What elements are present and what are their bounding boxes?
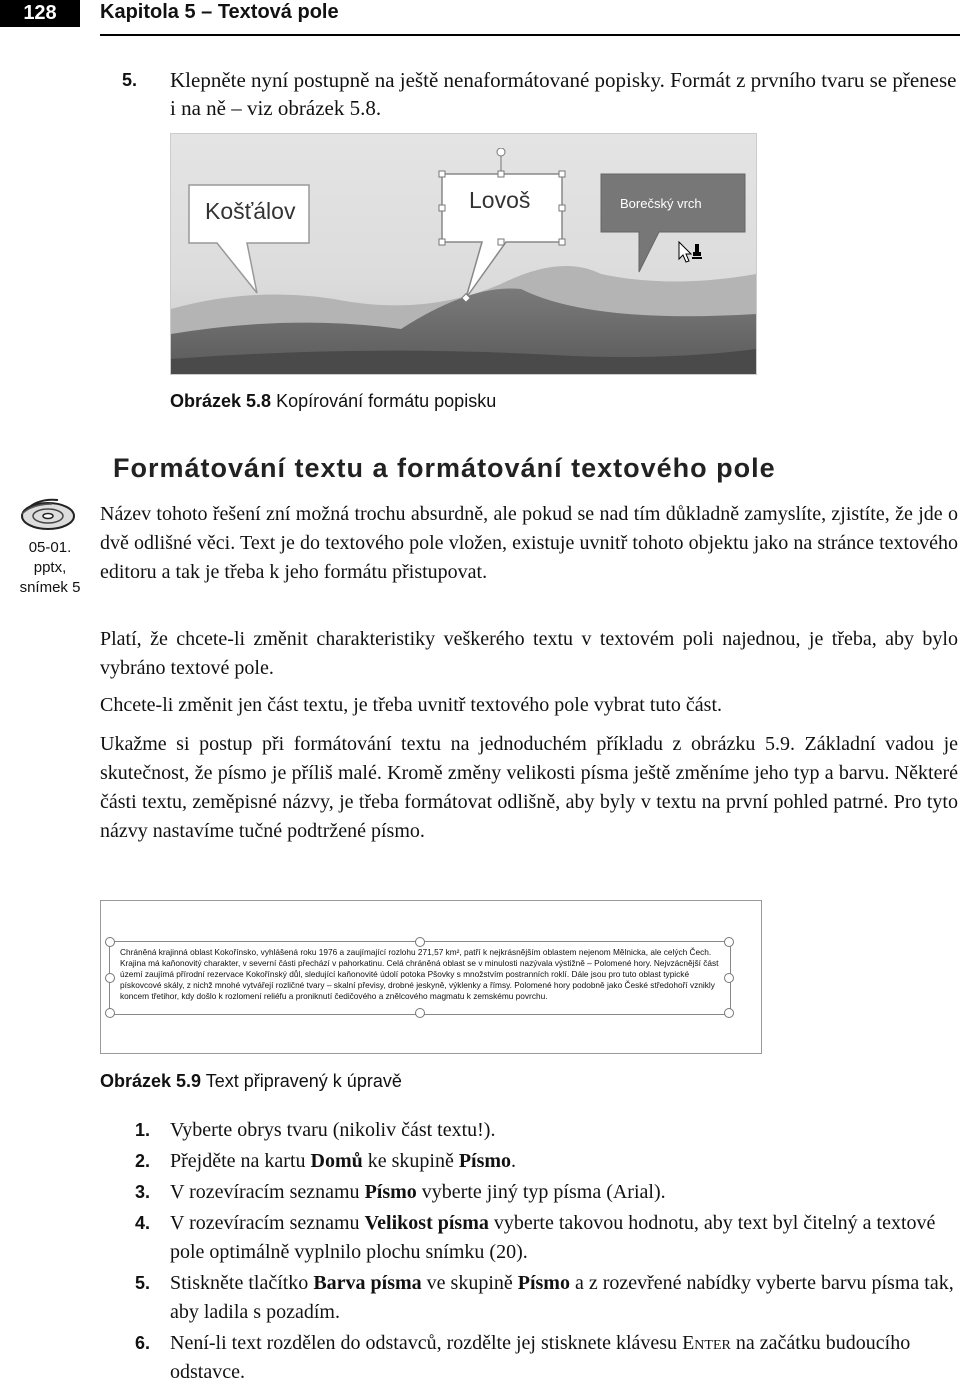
step-5-list-item (100, 66, 960, 122)
resize-handle[interactable] (105, 937, 115, 947)
list-item (100, 1116, 958, 1145)
list-item (100, 1209, 958, 1267)
step-number: 4. (135, 1213, 151, 1233)
chapter-title: Kapitola 5 – Textová pole (100, 1, 339, 23)
figure-5-9-screenshot (100, 900, 762, 1054)
callout-label-2: Lovoš (469, 187, 531, 213)
cd-disc-icon (18, 492, 76, 532)
step-text: vyberte takovou hodnotu, aby text byl čitelný a textové pole optimálně vyplnilo plochu snímku (20). (170, 1212, 936, 1263)
caption-label: Obrázek 5.8 (170, 391, 272, 411)
ui-term: Písmo (517, 1272, 570, 1294)
margin-note-line: pptx, (33, 559, 67, 576)
step-number: 6. (135, 1333, 151, 1353)
callout-label-1: Košťálov (205, 198, 296, 224)
text-box[interactable] (109, 941, 731, 1015)
caption-text: Text připravený k úpravě (205, 1071, 402, 1091)
step-text: V rozevíracím seznamu (170, 1212, 365, 1234)
step-text: vyberte jiný typ písma (Arial). (416, 1181, 666, 1203)
callout-shape-3[interactable] (599, 172, 749, 282)
margin-note-line: snímek 5 (19, 579, 81, 596)
figure-5-9-caption (100, 1071, 402, 1092)
resize-handle[interactable] (415, 937, 425, 947)
list-item (100, 1147, 958, 1176)
ui-term: Velikost písma (364, 1212, 489, 1234)
paragraph-1: Název tohoto řešení zní možná trochu absurdně, ale pokud se nad tím důkladně zamyslíte, zjistíte, že jde o dvě odlišné věci. Text je do textového pole vložen, existuje uvnitř tohoto objektu jako na stránce textového editoru a tak je třeba k jeho formátu přistupovat. (100, 503, 958, 583)
step-number: 5. (135, 1273, 151, 1293)
step-text: Není-li text rozdělen do odstavců, rozdělte jej stisknete klávesu (170, 1332, 683, 1354)
step-text: Přejděte na kartu (170, 1150, 311, 1172)
margin-note (10, 538, 90, 598)
step-number: 5. (122, 70, 138, 90)
resize-handle[interactable] (415, 1008, 425, 1018)
section-heading: Formátování textu a formátování textového pole (113, 453, 776, 483)
ui-term: Písmo (364, 1181, 417, 1203)
step-text: . (511, 1150, 517, 1172)
ui-term: Písmo (458, 1150, 512, 1172)
step-number: 1. (135, 1120, 151, 1140)
ui-term: Domů (310, 1150, 363, 1172)
step-text: Vyberte obrys tvaru (nikoliv část textu!). (170, 1119, 496, 1141)
resize-handle[interactable] (724, 937, 734, 947)
caption-label: Obrázek 5.9 (100, 1071, 202, 1091)
step-text: ke skupině (362, 1150, 459, 1172)
header-rule (100, 34, 960, 36)
list-item (100, 1329, 958, 1387)
steps-list (100, 1116, 958, 1389)
figure-5-8-screenshot (170, 133, 757, 375)
resize-handle[interactable] (105, 1008, 115, 1018)
paragraph-3: Chcete-li změnit jen část textu, je třeba uvnitř textového pole vybrat tuto část. (100, 694, 723, 716)
callout-shape-2[interactable] (436, 148, 571, 308)
format-painter-cursor-icon (677, 240, 709, 266)
step-text: Enter (682, 1332, 731, 1354)
resize-handle[interactable] (724, 973, 734, 983)
paragraph-4: Ukažme si postup při formátování textu na jednoduchém příkladu z obrázku 5.9. Základní vadou je skutečnost, že písmo je příliš malé. Kromě změny velikosti písma ještě změníme jeho typ a barvu. Některé části textu, zeměpisné názvy, je třeba formátovat odlišně, aby byly v textu na první pohled patrné. Pro tyto názvy nastavíme tučné podtržené písmo. (100, 733, 958, 842)
figure-5-8-caption (170, 391, 496, 412)
page-number: 128 (0, 0, 80, 27)
step-text: a z rozevřené nabídky vyberte barvu písma tak, aby ladila s pozadím. (170, 1272, 954, 1323)
resize-handle[interactable] (724, 1008, 734, 1018)
step-number: 2. (135, 1151, 151, 1171)
caption-text: Kopírování formátu popisku (276, 391, 497, 411)
callout-label-3: Borečský vrch (620, 196, 702, 211)
step-text: V rozevíracím seznamu (170, 1181, 365, 1203)
page-header (0, 0, 960, 34)
step-number: 3. (135, 1182, 151, 1202)
paragraph-2: Platí, že chcete-li změnit charakteristiky veškerého textu v textovém poli najednou, je třeba, aby bylo vybráno textové pole. (100, 628, 958, 679)
step-text: Klepněte nyní postupně na ještě nenaformátované popisky. Formát z prvního tvaru se přenese i na ně – viz obrázek 5.8. (170, 68, 957, 120)
resize-handle[interactable] (105, 973, 115, 983)
text-box-content: Chráněná krajinná oblast Kokořínsko, vyhlášená roku 1976 a zaujímající rozlohu 271,57 km², patří k nejkrásnějším oblastem nejenom Mělnicka, ale celých Čech. Krajina má kaňonovitý charakter, v severní části přechází v pahorkatinu. Celá chráněná oblast se v minulosti nazývala výstižně – Polomené hory. Nejvzácnější část území zaujímá přírodní rezervace Kokořínský důl, sledující kaňonovité údolí potoka Pšovky s množstvím postranních roklí. Dále jsou pro tuto oblast typické pískovcové skály, z nichž mnohé vytvářejí rozličné tvary – skalní převisy, drobné jeskyně, výklenky a římsy. Polomené hory podobně jako České středohoří vznikly koncem třetihor, kdy došlo k rozlomení reliéfu a proniknutí čedičového a znělcového magmatu k zemskému povrchu. (120, 947, 719, 1001)
step-text: ve skupině (421, 1272, 518, 1294)
step-text: Stiskněte tlačítko (170, 1272, 314, 1294)
margin-note-line: 05-01. (28, 539, 72, 556)
list-item (100, 1178, 958, 1207)
step-text: na začátku budoucího odstavce. (170, 1332, 911, 1383)
list-item (100, 1269, 958, 1327)
ui-term: Barva písma (313, 1272, 422, 1294)
